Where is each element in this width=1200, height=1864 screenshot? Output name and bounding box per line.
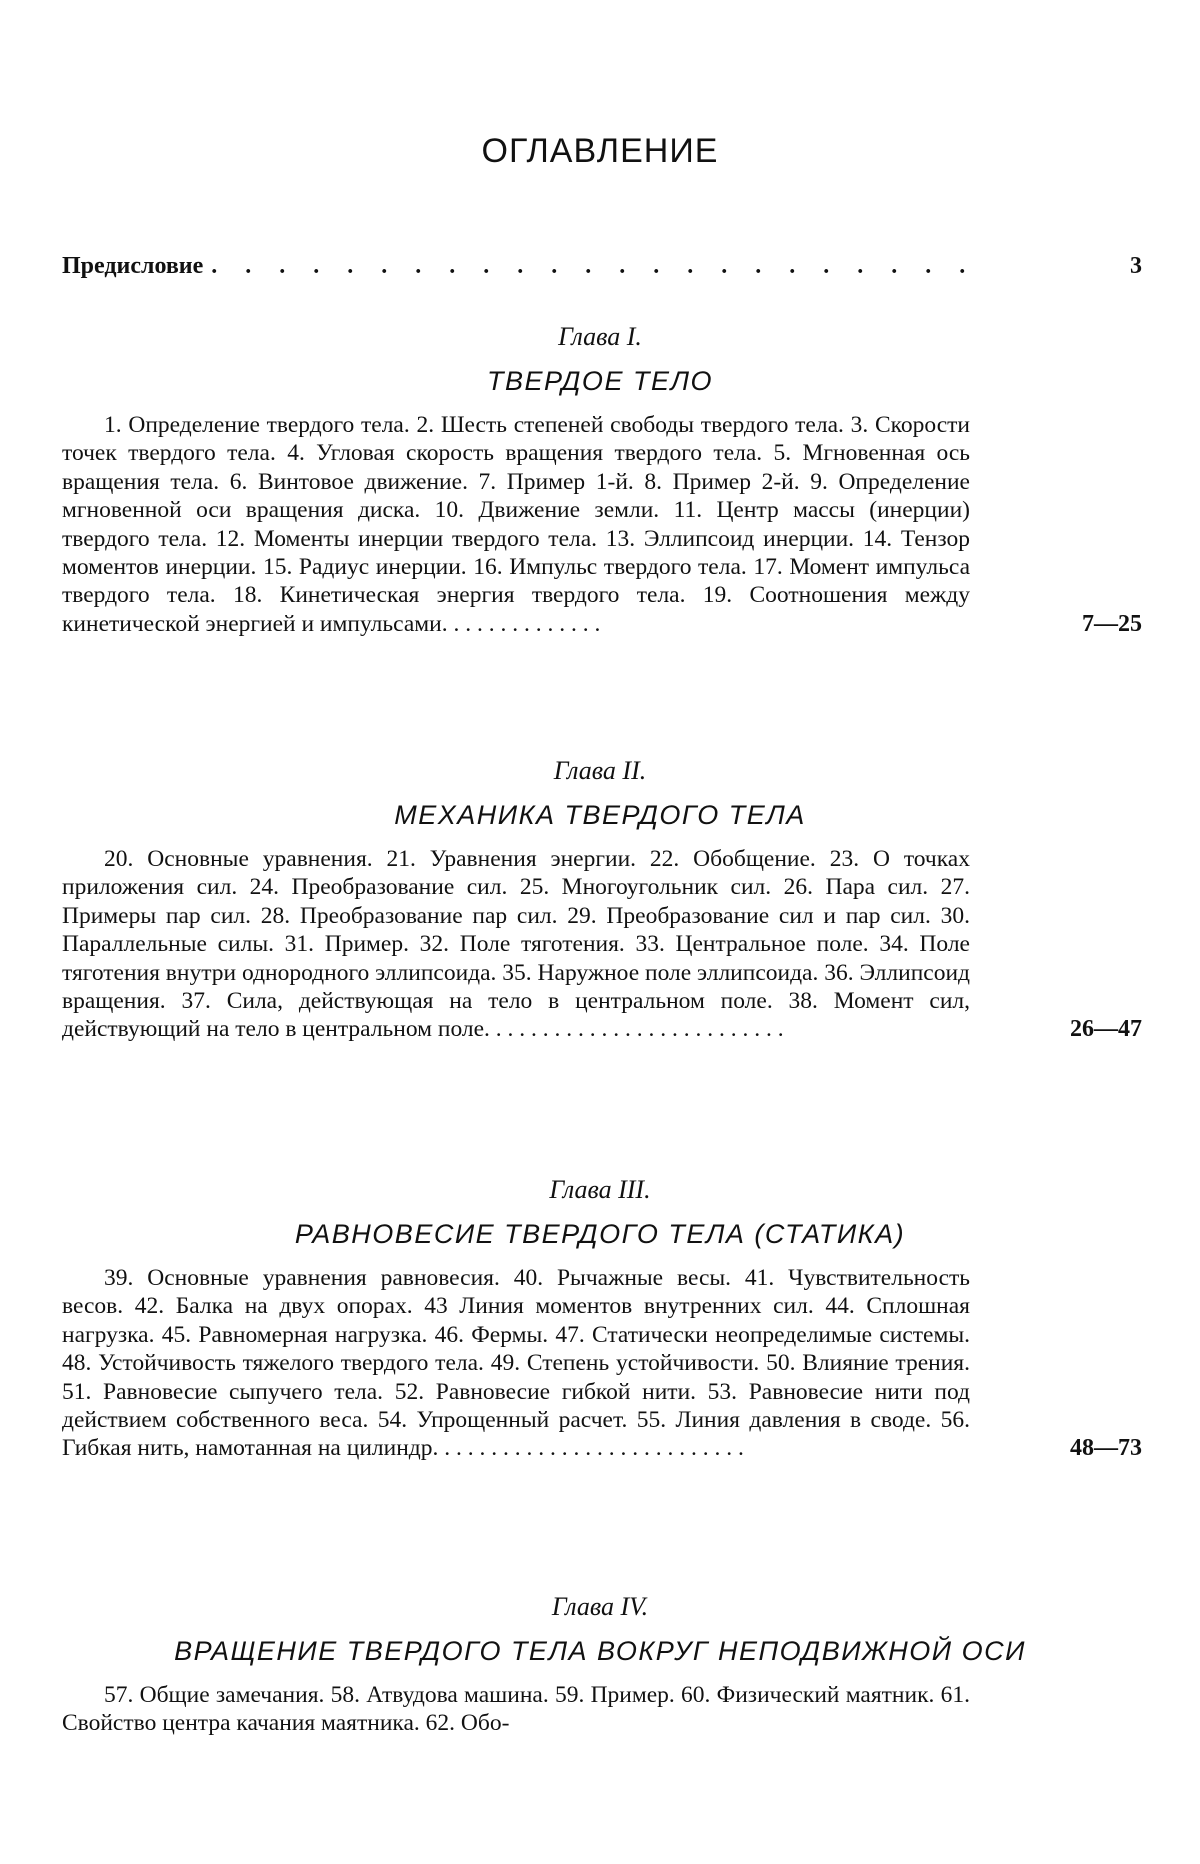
chapter-number: Глава IV. [551, 1592, 649, 1621]
chapter-page-range: 26—47 [1070, 1016, 1142, 1043]
chapter-contents [62, 1681, 1142, 1738]
chapter-sections-text: 1. Определение твердого тела. 2. Шесть степеней свободы твердого тела. 3. Скорости точек твердого тела. 4. Угловая скорость вращения твердого тела. 5. Мгновенная ось вращения тела. 6. Винтовое движение. 7. Пример 1-й. 8. Пример 2-й. 9. Определение мгновенной оси вращения диска. 10. Движение земли. 11. Центр массы (инерции) твердого тела. 12. Моменты инерции твердого тела. 13. Эллипсоид инерции. 14. Тензор моментов инерции. 15. Радиус инерции. 16. Импульс твердого тела. 17. Момент импульса твердого тела. 18. Кинетическая энергия твердого тела. 19. Соотношения между кинетической энергией и импульсами. . . . . . . . . . . . . . [62, 412, 970, 637]
chapter-sections-text: 57. Общие замечания. 58. Атвудова машина. 59. Пример. 60. Физический маятник. 61. Свойство центра качания маятника. 62. Обо- [62, 1682, 970, 1737]
chapter-contents [62, 1264, 1142, 1463]
chapter-page-range: 7—25 [1082, 610, 1142, 637]
chapter-sections-text: 20. Основные уравнения. 21. Уравнения энергии. 22. Обобщение. 23. О точках приложения сил. 24. Преобразование сил. 25. Многоугольник сил. 26. Пара сил. 27. Примеры пар сил. 28. Преобразование пар сил. 29. Преобразование сил и пар сил. 30. Параллельные силы. 31. Пример. 32. Поле тяготения. 33. Центральное поле. 34. Поле тяготения внутри однородного эллипсоида. 35. Наружное поле эллипсоида. 36. Эллипсоид вращения. 37. Сила, действующая на тело в центральном поле. 38. Момент сил, действующий на тело в центральном поле. . . . . . . . . . . . . . . . . . . . . . . . . . [62, 846, 970, 1043]
chapter-title: ТВЕРДОЕ ТЕЛО [487, 366, 713, 396]
chapter-2 [0, 756, 1200, 1044]
chapter-1 [0, 322, 1200, 638]
chapter-number: Глава III. [549, 1175, 651, 1204]
page-title: ОГЛАВЛЕНИЕ [481, 132, 719, 170]
dot-leaders [211, 253, 984, 280]
preface-page-number: 3 [1130, 253, 1142, 279]
chapter-contents [62, 845, 1142, 1044]
chapter-3 [0, 1175, 1200, 1463]
chapter-contents [62, 411, 1142, 638]
chapter-title: МЕХАНИКА ТВЕРДОГО ТЕЛА [394, 800, 806, 830]
chapter-number: Глава I. [558, 322, 642, 351]
preface-label: Предисловие [62, 253, 204, 279]
preface-entry [62, 253, 1142, 280]
chapter-page-range: 48—73 [1070, 1435, 1142, 1462]
chapter-sections-text: 39. Основные уравнения равновесия. 40. Рычажные весы. 41. Чувствительность весов. 42. Балка на двух опорах. 43 Линия моментов внутренних сил. 44. Сплошная нагрузка. 45. Равномерная нагрузка. 46. Фермы. 47. Статически неопределимые системы. 48. Устойчивость тяжелого твердого тела. 49. Степень устойчивости. 50. Влияние трения. 51. Равновесие сыпучего тела. 52. Равновесие гибкой нити. 53. Равновесие нити под действием собственного веса. 54. Упрощенный расчет. 55. Линия давления в своде. 56. Гибкая нить, намотанная на цилиндр. . . . . . . . . . . . . . . . . . . . . . . . . . . [62, 1265, 970, 1462]
chapter-number: Глава II. [553, 756, 647, 785]
chapter-title: РАВНОВЕСИЕ ТВЕРДОГО ТЕЛА (СТАТИКА) [294, 1219, 906, 1249]
chapter-4 [0, 1592, 1200, 1738]
chapter-title: ВРАЩЕНИЕ ТВЕРДОГО ТЕЛА ВОКРУГ НЕПОДВИЖНОЙ ОСИ [174, 1636, 1026, 1666]
